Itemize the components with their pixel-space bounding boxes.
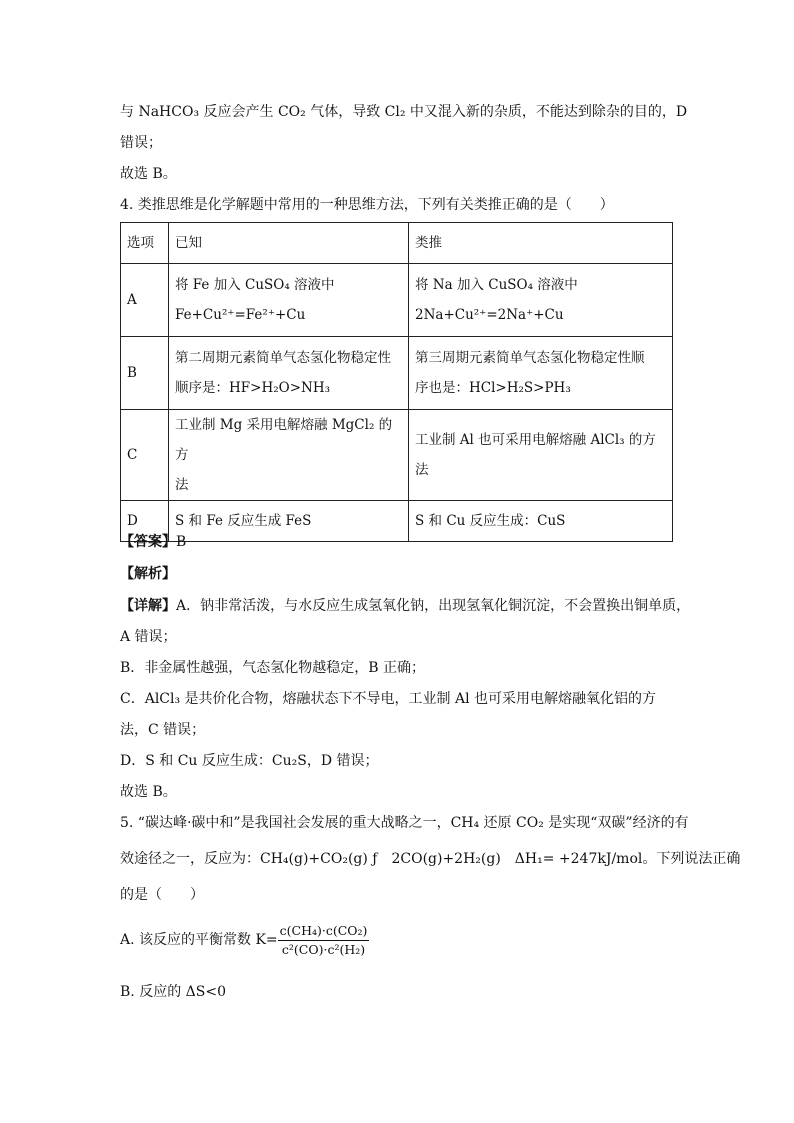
equilibrium-constant-fraction xyxy=(278,922,370,959)
infer-cell xyxy=(409,410,673,501)
question-4-stem: 4. 类推思维是化学解题中常用的一种思维方法，下列有关类推正确的是（ ） xyxy=(120,197,614,213)
header-cell: 类推 xyxy=(409,223,673,264)
cell-line: 工业制 Al 也可采用电解熔融 AlCl₃ 的方 xyxy=(415,432,656,448)
table-row xyxy=(121,264,673,337)
option-cell: A xyxy=(121,264,169,337)
option-b: B. 反应的 ΔS<0 xyxy=(120,984,226,1000)
known-cell xyxy=(169,264,409,337)
detail-line: B．非金属性越强，气态氢化物越稳定，B 正确； xyxy=(120,660,426,676)
table-row xyxy=(121,501,673,542)
cell-line: 2Na+Cu²⁺=2Na⁺+Cu xyxy=(415,307,564,323)
known-cell xyxy=(169,501,409,542)
option-cell: D xyxy=(121,501,169,542)
infer-cell xyxy=(409,264,673,337)
text-line: 的是（ ） xyxy=(120,887,204,903)
infer-cell xyxy=(409,337,673,410)
text-line: 5. “碳达峰·碳中和”是我国社会发展的重大战略之一，CH₄ 还原 CO₂ 是实现“双碳”经济的有 xyxy=(120,815,689,831)
detail-line: A 错误； xyxy=(120,629,177,645)
cell-line: Fe+Cu²⁺=Fe²⁺+Cu xyxy=(175,307,306,323)
option-a xyxy=(120,920,369,960)
text-line: 故选 B。 xyxy=(120,166,177,182)
option-a-text: A. 该反应的平衡常数 K= xyxy=(120,932,278,948)
cell-line: S 和 Cu 反应生成：CuS xyxy=(415,513,566,529)
cell-line: 将 Fe 加入 CuSO₄ 溶液中 xyxy=(175,277,335,293)
known-cell xyxy=(169,337,409,410)
known-cell xyxy=(169,410,409,501)
detail-line: 法，C 错误； xyxy=(120,722,206,738)
table-row xyxy=(121,410,673,501)
detail-text: A．钠非常活泼，与水反应生成氢氧化钠，出现氢氧化铜沉淀，不会置换出铜单质， xyxy=(176,598,691,614)
option-cell: B xyxy=(121,337,169,410)
cell-line: 顺序是：HF>H₂O>NH₃ xyxy=(175,380,331,396)
cell-line: S 和 Fe 反应生成 FeS xyxy=(175,513,312,529)
conclusion-line: 故选 B。 xyxy=(120,784,177,800)
cell-line: 第二周期元素简单气态氢化物稳定性 xyxy=(175,350,391,366)
detail-line xyxy=(120,596,690,616)
detail-line: D．S 和 Cu 反应生成：Cu₂S，D 错误； xyxy=(120,753,379,769)
infer-cell xyxy=(409,501,673,542)
header-cell: 选项 xyxy=(121,223,169,264)
table-header-row xyxy=(121,223,673,264)
cell-line: 法 xyxy=(415,462,429,478)
detail-label: 【详解】 xyxy=(120,598,176,614)
cell-line: 第三周期元素简单气态氢化物稳定性顺 xyxy=(415,350,645,366)
answer-label: 【答案】 xyxy=(120,534,176,550)
analogy-table xyxy=(120,222,673,542)
cell-line: 序也是：HCl>H₂S>PH₃ xyxy=(415,380,571,396)
text-line: 与 NaHCO₃ 反应会产生 CO₂ 气体，导致 Cl₂ 中又混入新的杂质，不能达到除杂的目的，D xyxy=(120,104,688,120)
header-cell: 已知 xyxy=(169,223,409,264)
option-cell: C xyxy=(121,410,169,501)
cell-line: 工业制 Mg 采用电解熔融 MgCl₂ 的方 xyxy=(175,417,393,463)
cell-line: 将 Na 加入 CuSO₄ 溶液中 xyxy=(415,277,578,293)
cell-line: 法 xyxy=(175,477,189,493)
answer-line xyxy=(120,532,186,552)
fraction-numerator: c(CH₄)·c(CO₂) xyxy=(278,922,370,941)
analysis-label: 【解析】 xyxy=(120,566,176,582)
fraction-denominator: c²(CO)·c²(H₂) xyxy=(281,941,366,957)
text-line: 错误； xyxy=(120,135,162,151)
text-line: 效途径之一，反应为：CH₄(g)+CO₂(g) ƒ 2CO(g)+2H₂(g) ΔH₁= +247kJ/mol。下列说法正确 xyxy=(120,851,741,867)
detail-line: C．AlCl₃ 是共价化合物，熔融状态下不导电，工业制 Al 也可采用电解熔融氧化铝的方 xyxy=(120,691,657,707)
answer-value: B xyxy=(176,534,187,550)
table-row xyxy=(121,337,673,410)
